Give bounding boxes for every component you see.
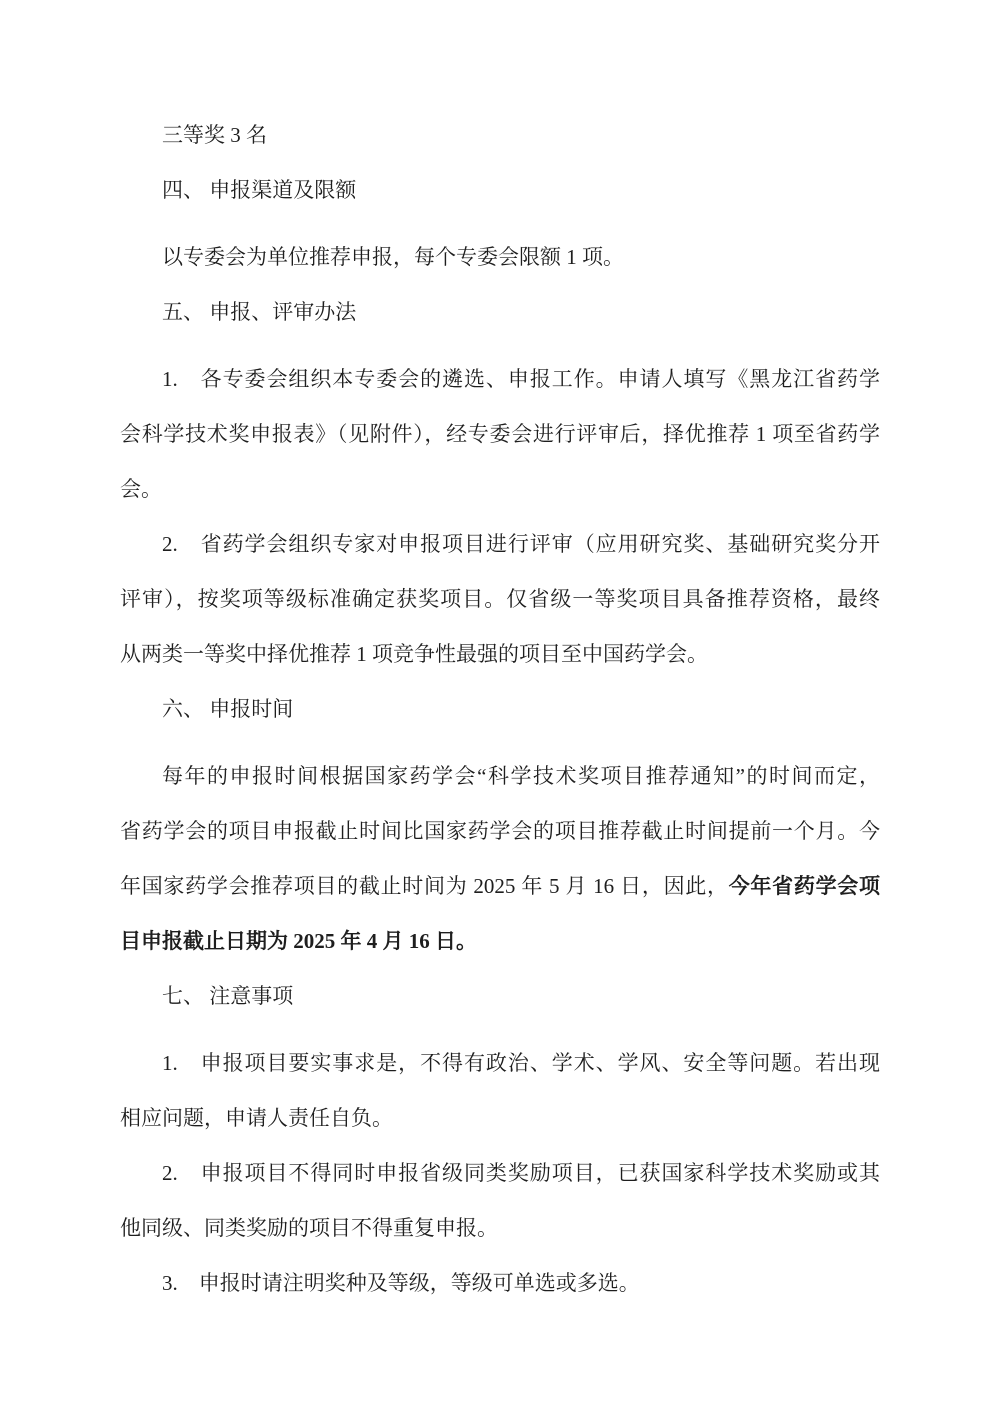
document-line <box>120 572 880 627</box>
document-line <box>120 804 880 859</box>
text-segment: 从两类一等奖中择优推荐 1 项竞争性最强的项目至中国药学会。 <box>120 642 708 666</box>
document-line <box>120 462 880 517</box>
document-line <box>120 969 880 1024</box>
text-segment: 六、 申报时间 <box>162 697 294 721</box>
document-line <box>120 859 880 914</box>
text-segment: 相应问题，申请人责任自负。 <box>120 1106 393 1130</box>
text-segment: 省药学会的项目申报截止时间比国家药学会的项目推荐截止时间提前一个月。今 <box>120 819 880 843</box>
text-segment: 1. 申报项目要实事求是，不得有政治、学术、学风、安全等问题。若出现 <box>162 1051 880 1075</box>
document-line <box>120 1091 880 1146</box>
text-segment: 七、 注意事项 <box>162 984 294 1008</box>
document-line <box>120 163 880 218</box>
text-segment: 五、 申报、评审办法 <box>162 300 357 324</box>
text-segment: 三等奖 3 名 <box>162 123 267 147</box>
text-segment: 3. 申报时请注明奖种及等级，等级可单选或多选。 <box>162 1271 640 1295</box>
text-segment: 以专委会为单位推荐申报，每个专委会限额 1 项。 <box>162 245 624 269</box>
document-line <box>120 1256 880 1311</box>
text-segment: 2. 省药学会组织专家对申报项目进行评审（应用研究奖、基础研究奖分开 <box>162 532 880 556</box>
document-line <box>120 108 880 163</box>
document-line <box>120 749 880 804</box>
document-line <box>120 285 880 340</box>
text-segment: 他同级、同类奖励的项目不得重复申报。 <box>120 1216 498 1240</box>
document-line <box>120 627 880 682</box>
document-line <box>120 517 880 572</box>
text-segment: 年国家药学会推荐项目的截止时间为 2025 年 5 月 16 日，因此， <box>120 874 729 898</box>
document-content <box>120 108 880 1311</box>
document-line <box>120 1201 880 1256</box>
document-line <box>120 1146 880 1201</box>
document-line <box>120 682 880 737</box>
document-line <box>120 230 880 285</box>
text-segment: 会。 <box>120 477 162 501</box>
text-segment-bold: 今年省药学会项 <box>728 874 881 898</box>
text-segment-bold: 目申报截止日期为 2025 年 4 月 16 日。 <box>120 929 477 953</box>
text-segment: 2. 申报项目不得同时申报省级同类奖励项目，已获国家科学技术奖励或其 <box>162 1161 880 1185</box>
text-segment: 1. 各专委会组织本专委会的遴选、申报工作。申请人填写《黑龙江省药学 <box>162 367 880 391</box>
text-segment: 评审），按奖项等级标准确定获奖项目。仅省级一等奖项目具备推荐资格，最终 <box>120 587 880 611</box>
document-line <box>120 407 880 462</box>
text-segment: 每年的申报时间根据国家药学会“科学技术奖项目推荐通知”的时间而定， <box>162 764 880 788</box>
document-line <box>120 352 880 407</box>
text-segment: 四、 申报渠道及限额 <box>162 178 357 202</box>
text-segment: 会科学技术奖申报表》（见附件），经专委会进行评审后，择优推荐 1 项至省药学 <box>120 422 880 446</box>
document-line <box>120 914 880 969</box>
document-line <box>120 1036 880 1091</box>
